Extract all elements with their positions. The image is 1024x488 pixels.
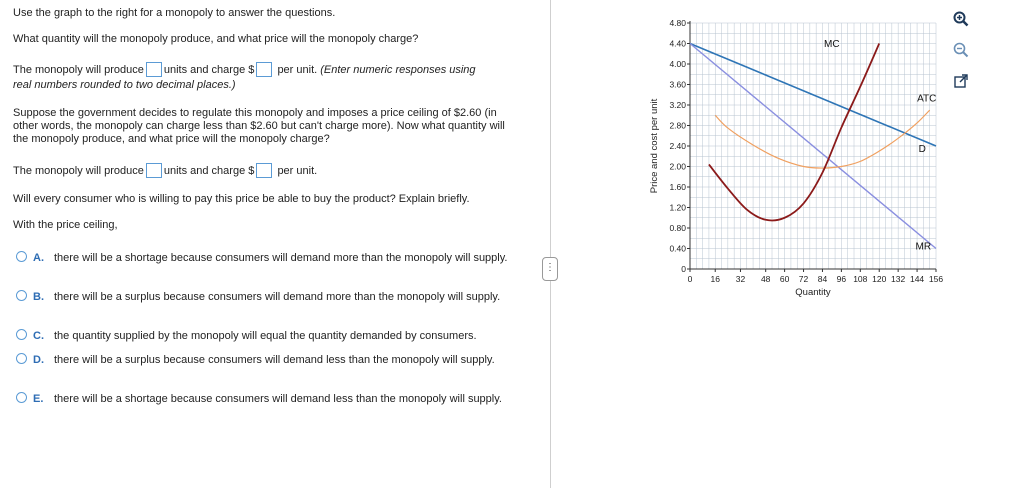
y-tick-label: 2.40 — [669, 141, 686, 151]
series-label-mc: MC — [824, 39, 840, 51]
answer-2-line — [13, 163, 317, 178]
x-tick-label: 72 — [798, 274, 809, 284]
x-tick-label: 132 — [891, 274, 906, 284]
series-label-atc: ATC — [917, 93, 937, 105]
zoom-out-icon[interactable] — [953, 42, 969, 58]
answer-1-note-2: real numbers rounded to two decimal places.) — [13, 79, 236, 91]
radio-c[interactable] — [16, 329, 27, 340]
price-input-1[interactable] — [256, 62, 272, 77]
y-tick-label: 3.20 — [669, 100, 686, 110]
x-tick-label: 84 — [817, 274, 828, 284]
x-tick-label: 60 — [779, 274, 790, 284]
monopoly-chart — [640, 0, 960, 310]
y-axis-label: Price and cost per unit — [649, 98, 660, 194]
x-tick-label: 16 — [710, 274, 720, 284]
option-c-letter: C. — [33, 330, 44, 342]
series-label-d: D — [918, 144, 926, 156]
option-b-text: there will be a surplus because consumers will demand more than the monopoly will supply. — [54, 291, 501, 303]
question-3: Will every consumer who is willing to pay this price be able to buy the product? Explain briefly. — [13, 193, 470, 205]
quantity-input-1[interactable] — [146, 62, 162, 77]
radio-b[interactable] — [16, 290, 27, 301]
radio-a[interactable] — [16, 251, 27, 262]
y-tick-label: 4.80 — [669, 18, 686, 28]
question-3-lead: With the price ceiling, — [13, 219, 118, 231]
option-d-letter: D. — [33, 354, 44, 366]
answer-2-label-c: per unit. — [277, 165, 318, 177]
x-tick-label: 96 — [836, 274, 847, 284]
option-e-text: there will be a shortage because consumers will demand less than the monopoly will supply. — [54, 393, 502, 405]
option-c-text: the quantity supplied by the monopoly will equal the quantity demanded by consumers. — [54, 330, 477, 342]
price-input-2[interactable] — [256, 163, 272, 178]
option-e-letter: E. — [33, 393, 44, 405]
answer-1-label-a: The monopoly will produce — [13, 64, 144, 76]
y-tick-label: 0.40 — [669, 243, 686, 254]
x-tick-label: 108 — [853, 274, 868, 284]
intro-text: Use the graph to the right for a monopoly to answer the questions. — [13, 7, 336, 19]
answer-1-label-b: units and charge $ — [163, 64, 255, 76]
x-axis-label: Quantity — [795, 287, 831, 298]
y-tick-label: 2.80 — [669, 120, 686, 131]
x-tick-label: 0 — [687, 274, 693, 284]
y-tick-label: 0.80 — [669, 223, 686, 233]
x-tick-label: 32 — [735, 274, 746, 284]
resize-handle[interactable]: ⋮ — [542, 257, 558, 281]
x-tick-label: 48 — [760, 274, 771, 284]
radio-d[interactable] — [16, 353, 27, 364]
y-tick-label: 4.40 — [669, 38, 686, 49]
scenario-text: Suppose the government decides to regulate this monopoly and imposes a price ceiling of $2.60 (in other words, the monopoly can charge less than $2.60 but can't charge more). Now what quantity will the monopoly produce, and what price will the monopoly charge? — [13, 107, 505, 145]
answer-1-note: (Enter numeric responses using — [320, 64, 476, 76]
zoom-in-icon[interactable] — [953, 11, 969, 27]
answer-2-label-a: The monopoly will produce — [13, 165, 144, 177]
y-tick-label: 1.20 — [669, 202, 686, 213]
y-tick-label: 0 — [681, 264, 686, 274]
x-tick-label: 120 — [872, 274, 887, 284]
panel-divider — [550, 0, 551, 488]
quantity-input-2[interactable] — [146, 163, 162, 178]
series-label-mr: MR — [915, 241, 932, 253]
popout-icon[interactable] — [953, 73, 969, 89]
option-a-letter: A. — [33, 252, 44, 264]
y-tick-label: 4.00 — [669, 59, 686, 69]
answer-1-label-c: per unit. — [277, 64, 318, 76]
series-mc-curve — [709, 44, 879, 221]
y-tick-label: 2.00 — [669, 161, 686, 172]
option-d-text: there will be a surplus because consumers will demand less than the monopoly will supply. — [54, 354, 495, 366]
answer-2-label-b: units and charge $ — [163, 165, 255, 177]
radio-e[interactable] — [16, 392, 27, 403]
question-1: What quantity will the monopoly produce, and what price will the monopoly charge? — [13, 33, 419, 45]
x-tick-label: 144 — [909, 274, 925, 284]
option-b-letter: B. — [33, 291, 44, 303]
y-tick-label: 1.60 — [669, 182, 686, 192]
x-tick-label: 156 — [928, 274, 944, 284]
y-tick-label: 3.60 — [669, 79, 686, 90]
option-a-text: there will be a shortage because consumers will demand more than the monopoly will supply. — [54, 252, 508, 264]
answer-1-line — [13, 62, 476, 77]
